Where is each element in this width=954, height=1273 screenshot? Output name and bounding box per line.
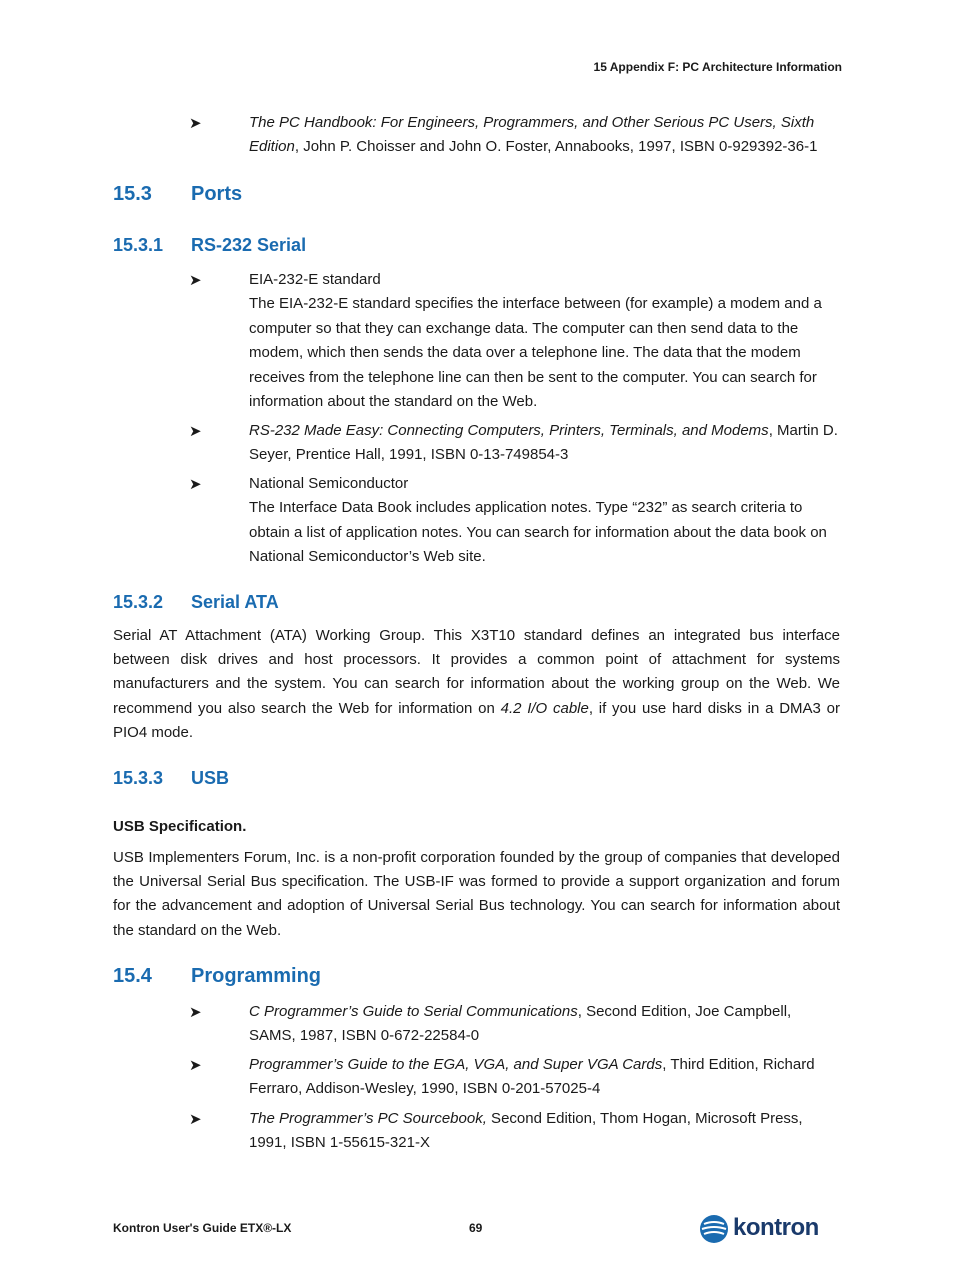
bullet-national-semiconductor: [249, 472, 841, 570]
reference-ega-vga-guide: [249, 1053, 841, 1102]
bullet-eia232: [249, 268, 841, 414]
subsection-heading-serial-ata: [113, 592, 279, 613]
logo-wordmark: kontron: [733, 1214, 819, 1241]
ref-title: The Programmer’s PC Sourcebook,: [249, 1110, 487, 1127]
bullet-arrow: ➤: [189, 115, 202, 132]
bullet-title: EIA-232-E standard: [249, 271, 381, 288]
bullet-arrow: ➤: [189, 1057, 202, 1074]
section-number: 15.4: [113, 965, 152, 987]
bullet-arrow: ➤: [189, 1004, 202, 1021]
bullet-body: The EIA-232-E standard specifies the interface between (for example) a modem and a computer so that they can exchange data. The computer can then send data to the modem, which then sends the data over a telephone line. The data that the modem receives from the telephone line can then be sent to the computer. You can search for information about the standard on the Web.: [249, 295, 822, 411]
ref-details: , Martin D. Seyer, Prentice Hall, 1991, ISBN 0-13-749854-3: [249, 422, 838, 464]
kontron-logo: [699, 1212, 844, 1246]
kontron-globe-icon: [699, 1214, 729, 1244]
bullet-arrow: ➤: [189, 423, 202, 440]
reference-pc-sourcebook: [249, 1107, 841, 1156]
section-title: USB: [191, 768, 230, 788]
reference-c-programmers-guide: [249, 1000, 841, 1049]
subsection-heading-usb: [113, 768, 229, 789]
ref-details: Second Edition, Thom Hogan, Microsoft Press, 1991, ISBN 1-55615-321-X: [249, 1110, 803, 1152]
ref-title: C Programmer’s Guide to Serial Communications: [249, 1003, 578, 1020]
serial-ata-paragraph: [113, 624, 840, 745]
para-text: , if you use hard disks in a DMA3 or PIO4 mode.: [113, 699, 840, 741]
ref-details: , John P. Choisser and John O. Foster, Annabooks, 1997, ISBN 0-929392-36-1: [294, 138, 818, 156]
ref-title: RS-232 Made Easy: Connecting Computers, Printers, Terminals, and Modems: [249, 422, 769, 439]
section-title: Ports: [191, 183, 243, 205]
section-number: 15.3: [113, 183, 152, 205]
bullet-arrow: ➤: [189, 1111, 202, 1128]
ref-details: , Third Edition, Richard Ferraro, Addison-Wesley, 1990, ISBN 0-201-57025-4: [249, 1056, 815, 1098]
reference-rs232-made-easy: [249, 419, 841, 468]
section-number: 15.3.2: [113, 592, 164, 612]
bullet-arrow: ➤: [189, 476, 202, 493]
section-title: Programming: [191, 965, 322, 987]
subsection-heading-rs232: [113, 235, 306, 256]
section-title: Serial ATA: [191, 592, 279, 612]
running-header: 15 Appendix F: PC Architecture Information: [593, 60, 842, 74]
bullet-arrow: ➤: [189, 272, 202, 289]
bullet-title: National Semiconductor: [249, 475, 409, 492]
ref-title: Programmer’s Guide to the EGA, VGA, and Super VGA Cards: [249, 1056, 663, 1073]
section-number: 15.3.3: [113, 768, 164, 788]
page-number: 69: [469, 1221, 483, 1235]
usb-spec-subheading: USB Specification.: [113, 818, 247, 835]
usb-paragraph: USB Implementers Forum, Inc. is a non-profit corporation founded by the group of companies that developed the Universal Serial Bus specification. The USB-IF was formed to provide a support organization and forum for the advancement and adoption of Universal Serial Bus technology. You can search for information about the standard on the Web.: [113, 849, 840, 939]
footer-guide-title: Kontron User's Guide ETX®-LX: [113, 1221, 292, 1235]
section-heading-programming: [113, 965, 321, 988]
reference-pc-handbook: [249, 111, 841, 160]
ref-details: , Second Edition, Joe Campbell, SAMS, 1987, ISBN 0-672-22584-0: [249, 1003, 792, 1045]
section-number: 15.3.1: [113, 235, 164, 255]
section-heading-ports: [113, 183, 242, 206]
section-title: RS-232 Serial: [191, 235, 307, 255]
bullet-body: The Interface Data Book includes application notes. Type “232” as search criteria to obtain a list of application notes. You can search for information about the data book on National Semiconductor’s Web site.: [249, 499, 827, 566]
para-italic: 4.2 I/O cable: [500, 699, 589, 717]
para-text: Serial AT Attachment (ATA) Working Group. This X3T10 standard defines an integrated bus interface between disk drives and host processors. It provides a common point of attachment for systems manufacturers and the system. You can search for information about the working group on the Web. We recommend you also search the Web for information on: [113, 627, 840, 717]
ref-title: The PC Handbook: For Engineers, Programmers, and Other Serious PC Users, Sixth Edition: [249, 114, 815, 156]
